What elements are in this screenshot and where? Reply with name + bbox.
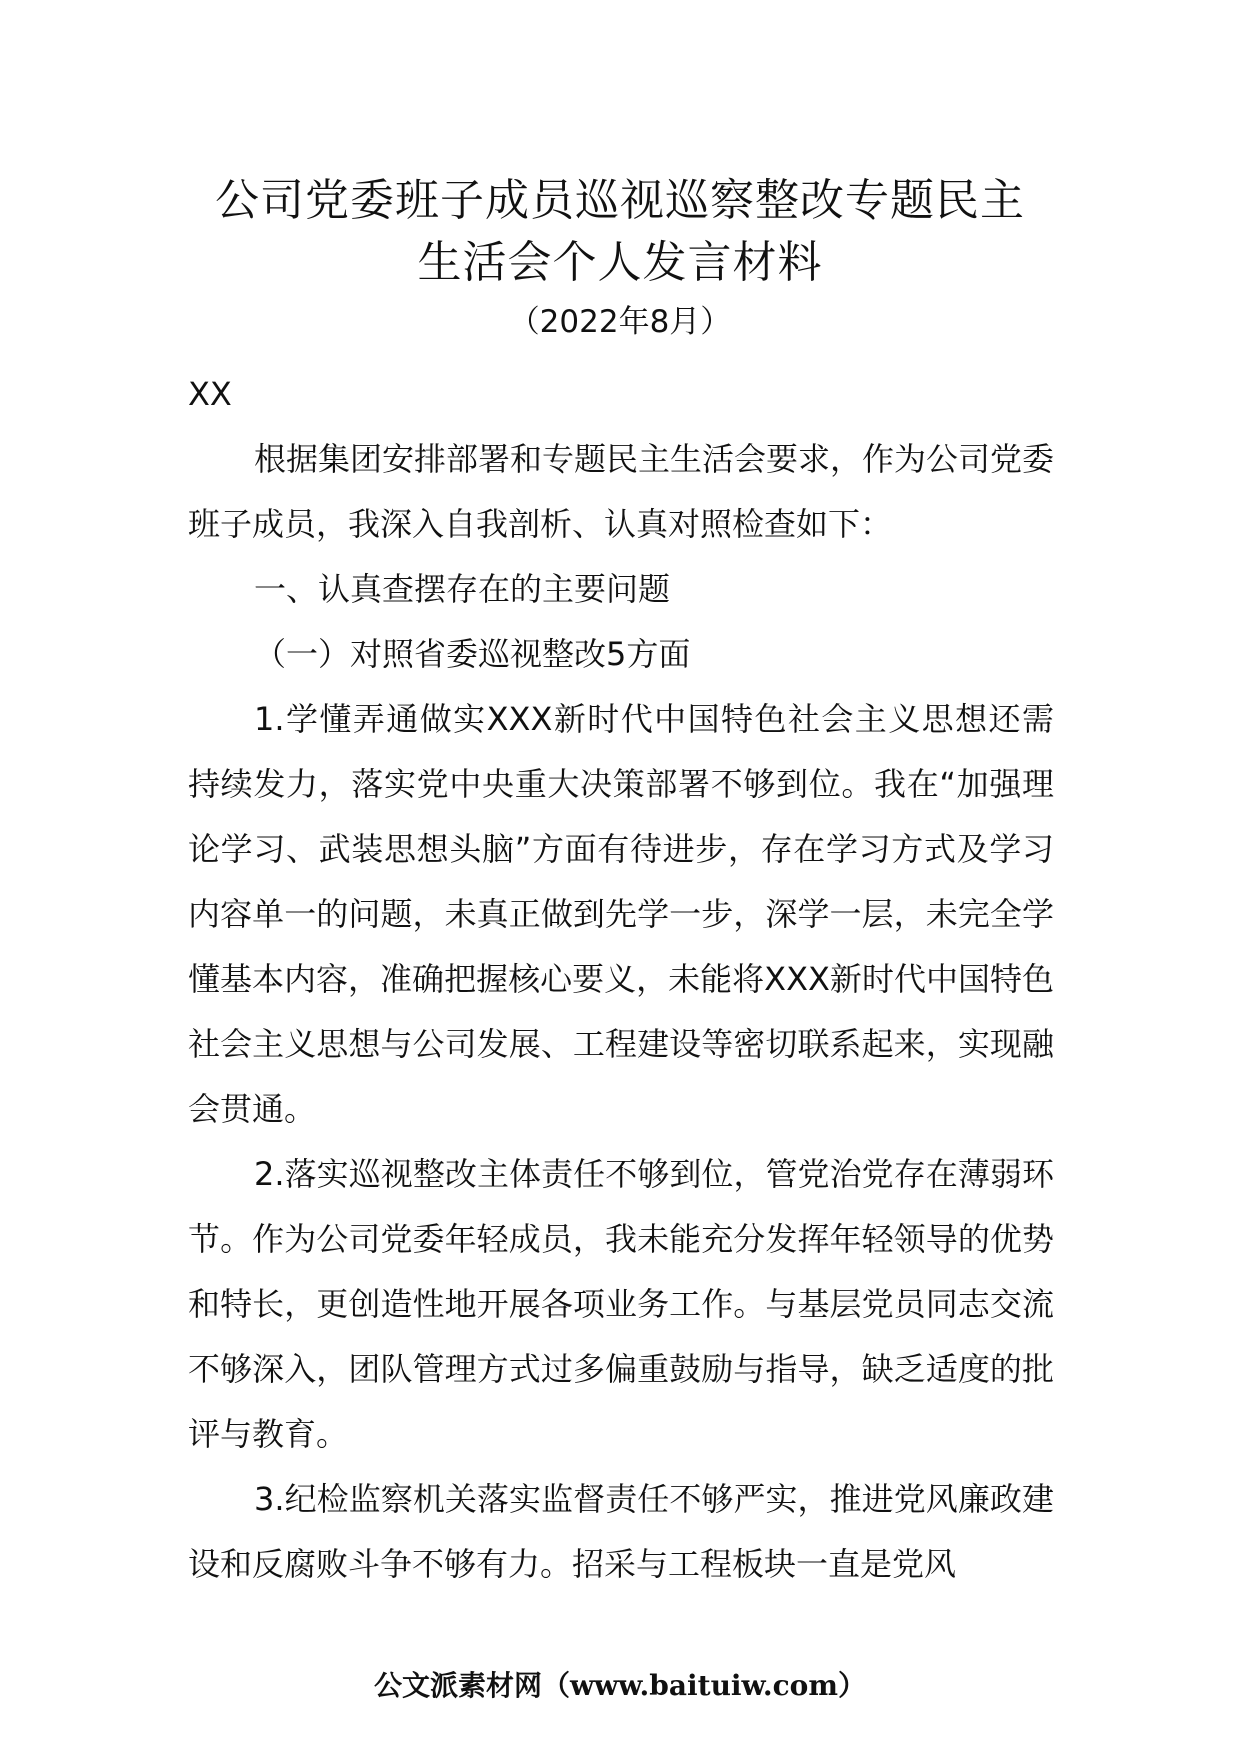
document-title-line1: 公司党委班子成员巡视巡察整改专题民主 xyxy=(215,175,1025,226)
watermark-footer: 公文派素材网（www.baituiw.com） xyxy=(374,1669,866,1702)
author-line: XX xyxy=(188,375,232,413)
paragraph-item-3: 3.纪检监察机关落实监督责任不够严实，推进党风廉政建设和反腐败斗争不够有力。招采与工程板块一直是党风 xyxy=(188,1480,1054,1583)
subsection-heading: （一）对照省委巡视整改5方面 xyxy=(254,635,691,673)
document-title-line2: 生活会个人发言材料 xyxy=(417,237,823,288)
paragraph-item-2: 2.落实巡视整改主体责任不够到位，管党治党存在薄弱环节。作为公司党委年轻成员，我未能充分发挥年轻领导的优势和特长，更创造性地开展各项业务工作。与基层党员同志交流不够深入，团队管理方式过多偏重鼓励与指导，缺乏适度的批评与教育。 xyxy=(188,1155,1054,1453)
document-body xyxy=(188,362,1054,1597)
section-heading: 一、认真查摆存在的主要问题 xyxy=(254,570,671,608)
document-date: （2022年8月） xyxy=(508,304,732,340)
paragraph-item-1: 1.学懂弄通做实XXX新时代中国特色社会主义思想还需持续发力，落实党中央重大决策部署不够到位。我在“加强理论学习、武装思想头脑”方面有待进步，存在学习方式及学习内容单一的问题，未真正做到先学一步，深学一层，未完全学懂基本内容，准确把握核心要义，未能将XXX新时代中国特色社会主义思想与公司发展、工程建设等密切联系起来，实现融会贯通。 xyxy=(188,700,1054,1128)
paragraph-intro: 根据集团安排部署和专题民主生活会要求，作为公司党委班子成员，我深入自我剖析、认真对照检查如下： xyxy=(188,440,1055,543)
